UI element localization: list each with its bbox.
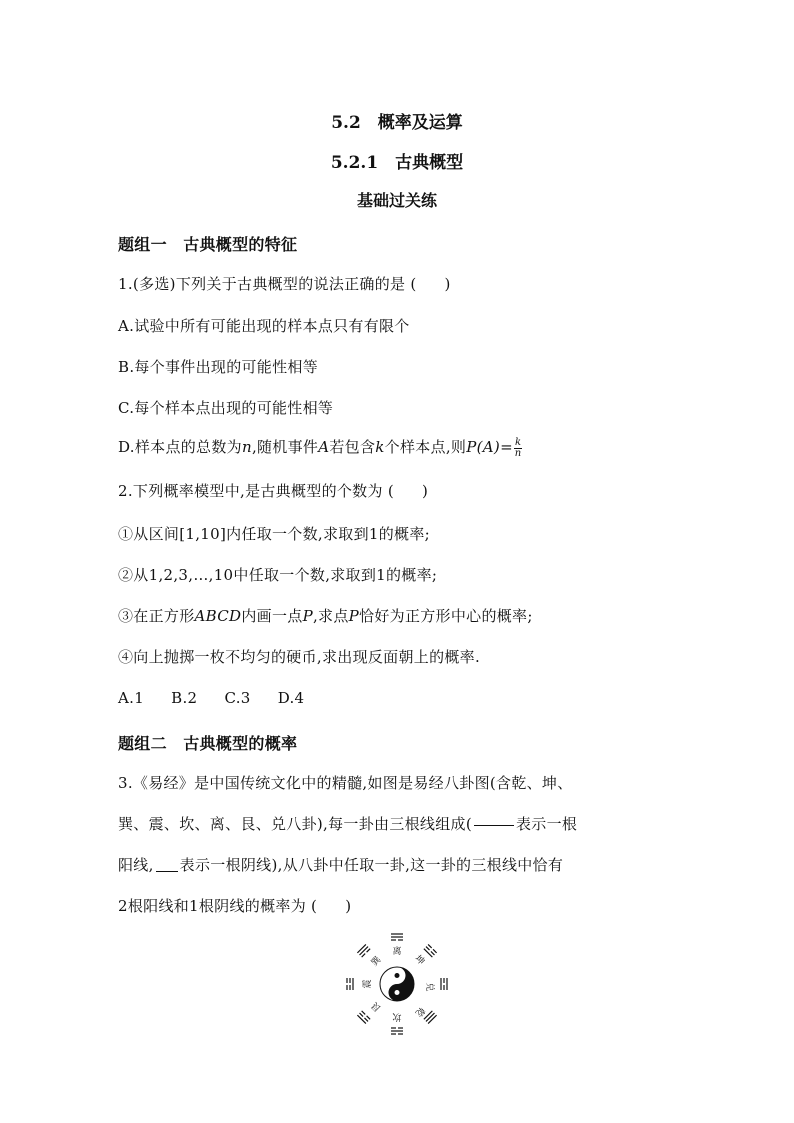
q2-item-3: ③在正方形ABCD内画一点P,求点P恰好为正方形中心的概率;	[118, 607, 533, 625]
q3-line-2: 巽、震、坎、离、艮、兑八卦),每一卦由三根线组成( 表示一根	[118, 815, 578, 833]
q2-option-a: A.1	[118, 689, 145, 707]
trigram-name-1: 坤	[412, 953, 427, 968]
trigram-name-2: 兑	[424, 982, 434, 992]
q2-item-4: ④向上抛掷一枚不均匀的硬币,求出现反面朝上的概率.	[118, 648, 481, 666]
q2-option-c: C.3	[224, 689, 251, 707]
q1-option-d: D.样本点的总数为n,随机事件A若包含k个样本点,则P(A)= $\frac{k}{n}$	[118, 436, 522, 459]
bagua-figure	[345, 932, 449, 1036]
q1-option-c: C.每个样本点出现的可能性相等	[118, 399, 334, 417]
group2-title: 题组二 古典概型的概率	[118, 734, 298, 753]
trigram-name-5: 艮	[369, 999, 384, 1014]
subsection-title: 5.2.1 古典概型	[330, 153, 464, 173]
trigram-name-6: 震	[363, 979, 373, 989]
q2-options	[118, 689, 326, 707]
trigram-name-3: 乾	[412, 1004, 427, 1019]
trigram-name-0: 离	[392, 947, 402, 957]
exercise-subtitle: 基础过关练	[356, 191, 437, 210]
group1-title: 题组一 古典概型的特征	[118, 235, 298, 254]
q2-option-d: D.4	[277, 689, 305, 707]
q3-line-3: 阳线, 表示一根阴线),从八卦中任取一卦,这一卦的三根线中恰有	[118, 856, 564, 874]
yin-yang-symbol	[380, 967, 414, 1001]
yin-line-symbol	[156, 871, 178, 872]
yang-line-symbol	[474, 825, 514, 826]
trigram-name-4: 坎	[392, 1011, 402, 1021]
q3-line-4: 2根阳线和1根阴线的概率为 ( )	[118, 897, 352, 915]
section-title: 5.2 概率及运算	[331, 113, 463, 133]
trigram-name-7: 巽	[369, 954, 384, 969]
q2-item-1: ①从区间[1,10]内任取一个数,求取到1的概率;	[118, 525, 430, 543]
q1-option-b: B.每个事件出现的可能性相等	[118, 358, 318, 376]
q2-option-b: B.2	[171, 689, 198, 707]
q1-stem: 1.(多选)下列关于古典概型的说法正确的是 ( )	[118, 275, 451, 293]
fraction-k-over-n: $\frac{k}{n}$	[514, 436, 522, 459]
q2-item-2: ②从1,2,3,…,10中任取一个数,求取到1的概率;	[118, 566, 438, 584]
q1-option-a: A.试验中所有可能出现的样本点只有有限个	[118, 317, 410, 335]
q3-line-1: 3.《易经》是中国传统文化中的精髓,如图是易经八卦图(含乾、坤、	[118, 774, 573, 792]
q2-stem: 2.下列概率模型中,是古典概型的个数为 ( )	[118, 482, 429, 500]
